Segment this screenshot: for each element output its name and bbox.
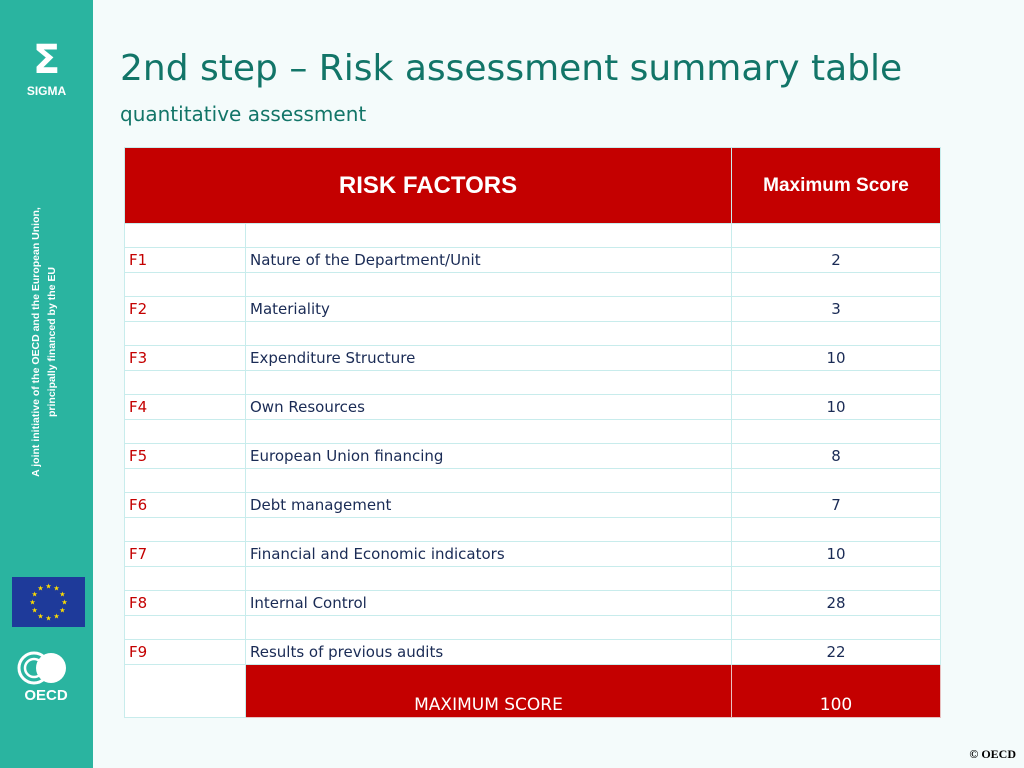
table-row — [125, 346, 941, 371]
factor-code: F7 — [125, 542, 246, 567]
spacer-row — [125, 273, 941, 297]
factor-score: 22 — [732, 640, 941, 665]
spacer-cell — [246, 273, 732, 297]
spacer-cell — [125, 371, 246, 395]
sigma-logo — [0, 38, 93, 98]
spacer-cell — [246, 616, 732, 640]
spacer-cell — [732, 322, 941, 346]
spacer-cell — [732, 567, 941, 591]
factor-code: F4 — [125, 395, 246, 420]
factor-score: 28 — [732, 591, 941, 616]
page-subtitle: quantitative assessment — [120, 102, 367, 126]
vertical-text-line2: principally financed by the EU — [46, 267, 58, 417]
table-row — [125, 395, 941, 420]
factor-name: Own Resources — [246, 395, 732, 420]
eu-star-icon: ★ — [31, 606, 38, 615]
eu-star-icon: ★ — [59, 606, 66, 615]
eu-flag-icon — [12, 577, 85, 627]
factor-code: F5 — [125, 444, 246, 469]
factor-code: F1 — [125, 248, 246, 273]
factor-name: Nature of the Department/Unit — [246, 248, 732, 273]
table-row — [125, 444, 941, 469]
eu-star-icon: ★ — [29, 598, 36, 607]
header-maximum-score: Maximum Score — [732, 148, 941, 224]
factor-name: Expenditure Structure — [246, 346, 732, 371]
eu-star-icon: ★ — [31, 590, 38, 599]
spacer-cell — [125, 273, 246, 297]
eu-star-icon: ★ — [59, 590, 66, 599]
total-empty-cell — [125, 665, 246, 718]
table-row — [125, 493, 941, 518]
spacer-cell — [246, 224, 732, 248]
oecd-label: OECD — [24, 687, 68, 704]
spacer-cell — [732, 371, 941, 395]
sigma-label: SIGMA — [26, 84, 67, 98]
table-row — [125, 297, 941, 322]
eu-star-icon: ★ — [53, 584, 60, 593]
table-row — [125, 542, 941, 567]
spacer-cell — [125, 322, 246, 346]
page-title: 2nd step – Risk assessment summary table — [120, 48, 903, 89]
spacer-row — [125, 322, 941, 346]
header-risk-factors: RISK FACTORS — [125, 148, 732, 224]
table-row — [125, 640, 941, 665]
spacer-cell — [246, 469, 732, 493]
spacer-cell — [125, 224, 246, 248]
factor-name: Results of previous audits — [246, 640, 732, 665]
factor-score: 3 — [732, 297, 941, 322]
spacer-cell — [246, 322, 732, 346]
spacer-cell — [732, 469, 941, 493]
spacer-cell — [125, 420, 246, 444]
spacer-row — [125, 224, 941, 248]
spacer-cell — [732, 273, 941, 297]
copyright: © OECD — [969, 747, 1016, 761]
factor-code: F2 — [125, 297, 246, 322]
table-body — [125, 224, 941, 718]
spacer-row — [125, 567, 941, 591]
sidebar-vertical-text — [28, 192, 60, 492]
spacer-cell — [125, 518, 246, 542]
spacer-row — [125, 616, 941, 640]
total-label: MAXIMUM SCORE — [246, 665, 732, 718]
spacer-row — [125, 371, 941, 395]
spacer-cell — [732, 224, 941, 248]
spacer-cell — [732, 518, 941, 542]
spacer-cell — [125, 567, 246, 591]
spacer-cell — [246, 518, 732, 542]
factor-score: 7 — [732, 493, 941, 518]
spacer-cell — [246, 420, 732, 444]
factor-code: F6 — [125, 493, 246, 518]
eu-star-icon: ★ — [61, 598, 68, 607]
table-row — [125, 591, 941, 616]
sidebar — [0, 0, 93, 768]
total-value: 100 — [732, 665, 941, 718]
spacer-cell — [125, 469, 246, 493]
spacer-row — [125, 420, 941, 444]
total-row — [125, 665, 941, 718]
spacer-row — [125, 469, 941, 493]
factor-name: Internal Control — [246, 591, 732, 616]
spacer-cell — [125, 616, 246, 640]
factor-score: 2 — [732, 248, 941, 273]
spacer-cell — [732, 420, 941, 444]
risk-summary-table — [124, 147, 941, 718]
eu-star-icon: ★ — [45, 614, 52, 623]
vertical-text-line1: A joint initiative of the OECD and the European Union, — [30, 207, 42, 477]
factor-name: European Union financing — [246, 444, 732, 469]
factor-score: 10 — [732, 542, 941, 567]
table-row — [125, 248, 941, 273]
eu-star-icon: ★ — [45, 582, 52, 591]
spacer-cell — [246, 371, 732, 395]
eu-star-icon: ★ — [37, 612, 44, 621]
factor-code: F3 — [125, 346, 246, 371]
spacer-cell — [732, 616, 941, 640]
factor-code: F9 — [125, 640, 246, 665]
eu-star-icon: ★ — [37, 584, 44, 593]
factor-name: Financial and Economic indicators — [246, 542, 732, 567]
eu-star-icon: ★ — [53, 612, 60, 621]
spacer-cell — [246, 567, 732, 591]
oecd-logo-icon — [14, 648, 78, 704]
factor-code: F8 — [125, 591, 246, 616]
factor-name: Debt management — [246, 493, 732, 518]
table-header-row — [125, 148, 941, 224]
factor-score: 8 — [732, 444, 941, 469]
factor-score: 10 — [732, 346, 941, 371]
factor-score: 10 — [732, 395, 941, 420]
sigma-icon: Σ — [32, 37, 61, 83]
factor-name: Materiality — [246, 297, 732, 322]
spacer-row — [125, 518, 941, 542]
